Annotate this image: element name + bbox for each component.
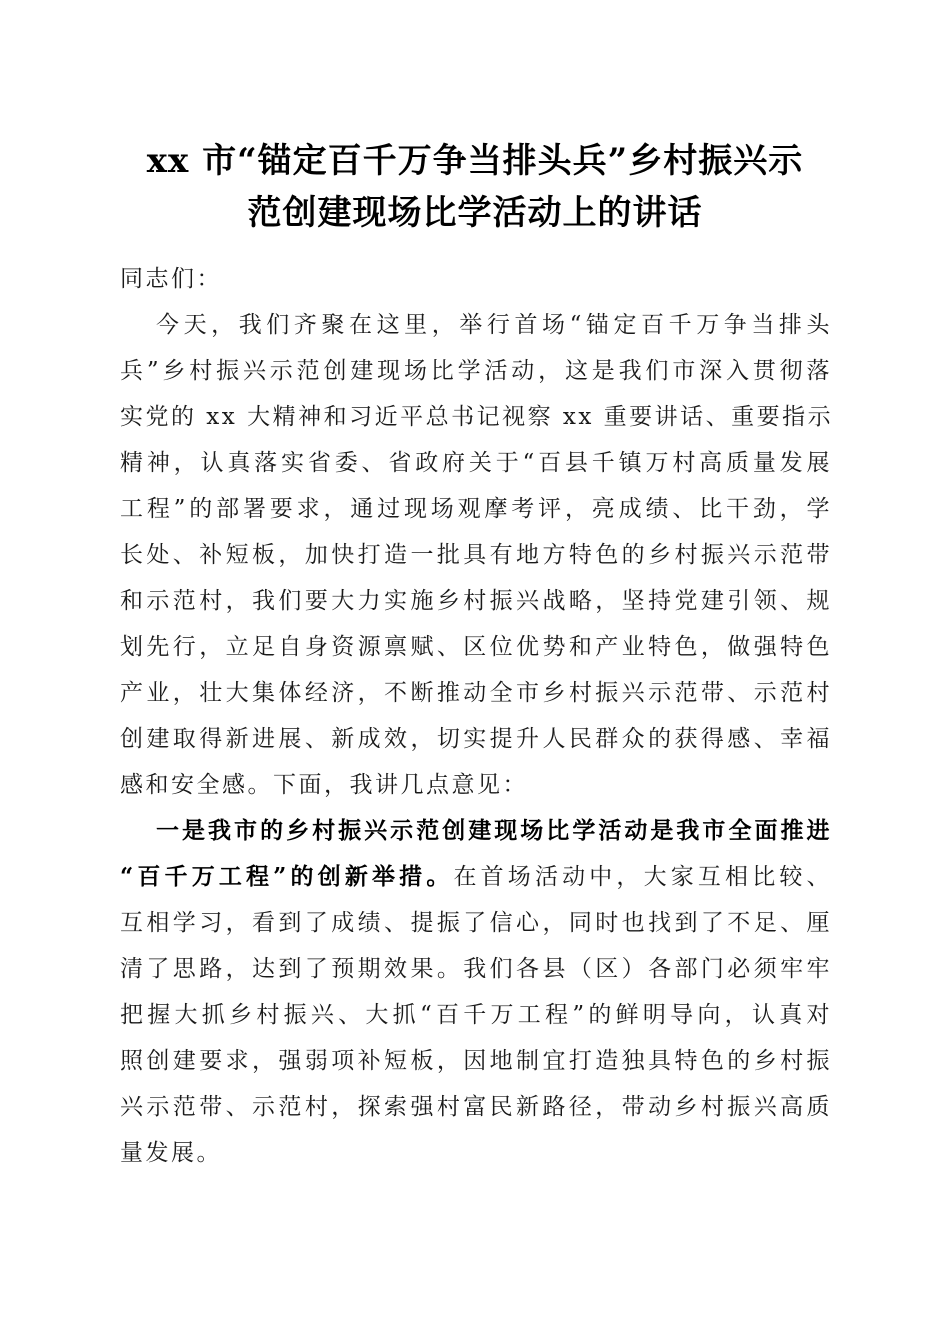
document-body	[120, 256, 832, 1176]
paragraph-1-line: 兵”乡村振兴示范创建现场比学活动，这是我们市深入贯彻落	[120, 358, 832, 384]
paragraph-1-line: 和示范村，我们要大力实施乡村振兴战略，坚持党建引领、规	[120, 588, 832, 614]
paragraph-2-line: 互相学习，看到了成绩、提振了信心，同时也找到了不足、厘	[120, 910, 832, 936]
paragraph-1-line: 划先行，立足自身资源禀赋、区位优势和产业特色，做强特色	[120, 634, 832, 660]
paragraph-2-heading-line: 一是我市的乡村振兴示范创建现场比学活动是我市全面推进	[156, 817, 832, 844]
paragraph-1-line: 精神，认真落实省委、省政府关于“百县千镇万村高质量发展	[120, 450, 832, 476]
paragraph-1-line: 今天，我们齐聚在这里，举行首场“锚定百千万争当排头	[156, 312, 832, 338]
paragraph-1-line: 长处、补短板，加快打造一批具有地方特色的乡村振兴示范带	[120, 542, 832, 568]
paragraph-2-line: 把握大抓乡村振兴、大抓“百千万工程”的鲜明导向，认真对	[120, 1002, 832, 1028]
title-line-2: 范创建现场比学活动上的讲话	[247, 193, 703, 233]
paragraph-2-line: 兴示范带、示范村，探索强村富民新路径，带动乡村振兴高质	[120, 1094, 832, 1120]
paragraph-1-line: 创建取得新进展、新成效，切实提升人民群众的获得感、幸福	[120, 726, 832, 752]
paragraph-2-heading-end: “百千万工程”的创新举措。	[120, 863, 454, 890]
paragraph-2-line: 量发展。	[120, 1140, 222, 1166]
salutation: 同志们：	[120, 266, 222, 292]
paragraph-2-text: 在首场活动中，大家互相比较、	[453, 864, 833, 890]
paragraph-2-line-mixed	[120, 854, 832, 900]
paragraph-1-line: 实党的 xx 大精神和习近平总书记视察 xx 重要讲话、重要指示	[120, 404, 834, 430]
paragraph-1-line: 工程”的部署要求，通过现场观摩考评，亮成绩、比干劲，学	[120, 496, 832, 522]
paragraph-2-line: 清了思路，达到了预期效果。我们各县（区）各部门必须牢牢	[120, 956, 832, 982]
paragraph-1-line: 感和安全感。下面，我讲几点意见：	[120, 772, 528, 798]
paragraph-2-line: 照创建要求，强弱项补短板，因地制宜打造独具特色的乡村振	[120, 1048, 832, 1074]
title-line-1: xx 市“锚定百千万争当排头兵”乡村振兴示	[146, 141, 804, 181]
paragraph-1-line: 产业，壮大集体经济，不断推动全市乡村振兴示范带、示范村	[120, 680, 832, 706]
document-title	[100, 135, 850, 239]
